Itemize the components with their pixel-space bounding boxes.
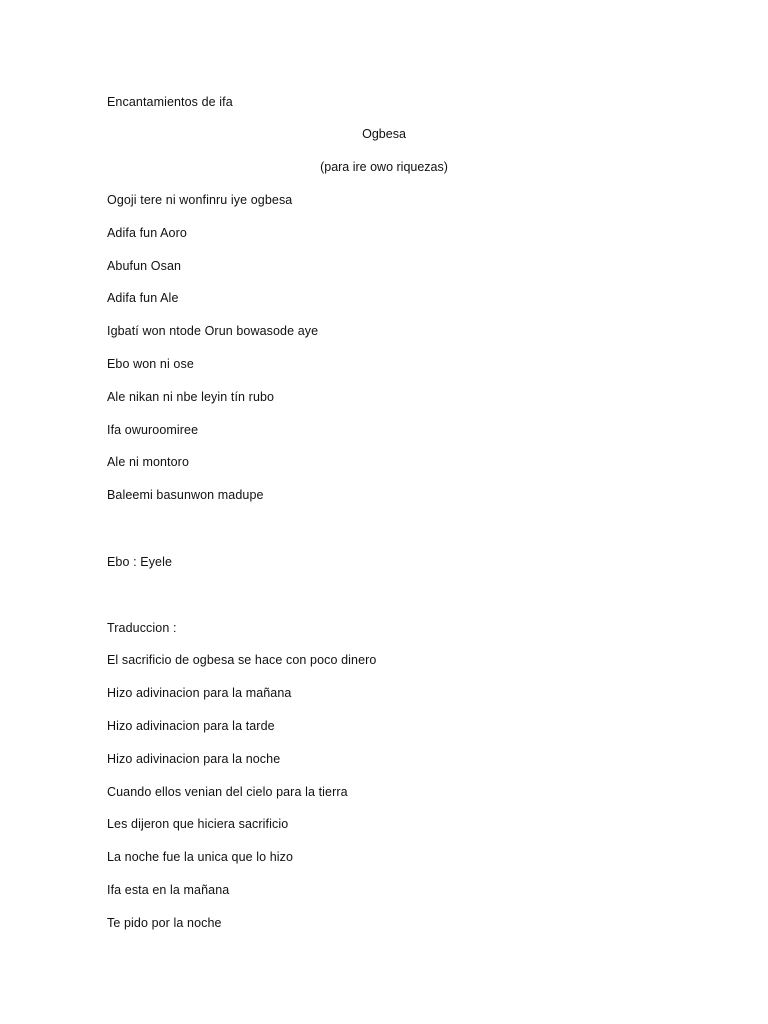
verse-line: Abufun Osan (107, 259, 182, 273)
translation-line: Te pido por la noche (107, 916, 222, 930)
translation-line: El sacrificio de ogbesa se hace con poco dinero (107, 653, 377, 667)
verse-line: Adifa fun Aoro (107, 226, 187, 240)
verse-line: Ale ni montoro (107, 455, 189, 469)
verse-line: Adifa fun Ale (107, 291, 179, 305)
verse-line: Ogoji tere ni wonfinru iye ogbesa (107, 193, 293, 207)
translation-line: Les dijeron que hiciera sacrificio (107, 817, 289, 831)
translation-line: La noche fue la unica que lo hizo (107, 850, 294, 864)
translation-line: Hizo adivinacion para la noche (107, 752, 281, 766)
translation-line: Hizo adivinacion para la tarde (107, 719, 275, 733)
verse-line: Baleemi basunwon madupe (107, 488, 264, 502)
document-subtitle: (para ire owo riquezas) (320, 160, 448, 174)
document-heading: Encantamientos de ifa (107, 95, 233, 109)
translation-heading: Traduccion : (107, 621, 177, 635)
verse-line: Ale nikan ni nbe leyin tín rubo (107, 390, 275, 404)
verse-line: Igbatí won ntode Orun bowasode aye (107, 324, 319, 338)
translation-line: Cuando ellos venian del cielo para la tierra (107, 785, 348, 799)
verse-line: Ifa owuroomiree (107, 423, 199, 437)
translation-line: Hizo adivinacion para la mañana (107, 686, 292, 700)
translation-line: Ifa esta en la mañana (107, 883, 230, 897)
verse-line: Ebo won ni ose (107, 357, 194, 371)
ebo-line: Ebo : Eyele (107, 555, 173, 569)
document-title: Ogbesa (362, 127, 406, 141)
